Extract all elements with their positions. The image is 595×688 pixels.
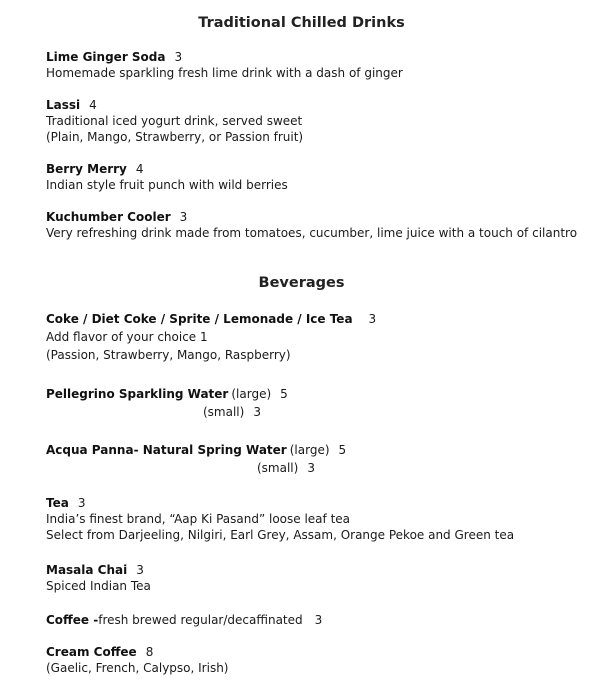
- item-name: Coke / Diet Coke / Sprite / Lemonade / Ice Tea: [46, 312, 353, 326]
- item-price: 4: [135, 162, 144, 176]
- menu-item-pellegrino: [46, 386, 586, 426]
- section-title-chilled-drinks: Traditional Chilled Drinks: [198, 15, 405, 31]
- item-description: India’s finest brand, “Aap Ki Pasand” loose leaf tea: [46, 512, 351, 526]
- item-name: Cream Coffee: [46, 645, 137, 659]
- menu-item-acqua-panna: [46, 442, 586, 482]
- item-name: Coffee -: [46, 613, 99, 627]
- item-name: Pellegrino Sparkling Water: [46, 387, 229, 401]
- item-price: 3: [174, 50, 183, 64]
- item-addon: Add flavor of your choice 1: [46, 330, 208, 344]
- section-title-beverages: Beverages: [258, 275, 345, 291]
- item-description: Indian style fruit punch with wild berries: [46, 178, 288, 192]
- item-price-small: 3: [253, 405, 261, 419]
- item-name: Masala Chai: [46, 563, 128, 577]
- item-price-large: 5: [280, 387, 288, 401]
- item-size-large: (large): [289, 443, 330, 457]
- item-name: Kuchumber Cooler: [46, 210, 171, 224]
- menu-item-kuchumber-cooler: [46, 209, 586, 241]
- item-options: Select from Darjeeling, Nilgiri, Earl Grey, Assam, Orange Pekoe and Green tea: [46, 528, 515, 542]
- item-options: (Passion, Strawberry, Mango, Raspberry): [46, 348, 291, 362]
- item-price: 3: [77, 496, 86, 510]
- menu-item-masala-chai: [46, 562, 586, 594]
- menu-item-tea: [46, 495, 586, 543]
- item-price: 3: [179, 210, 188, 224]
- item-name: Tea: [46, 496, 69, 510]
- item-size-small: (small): [203, 405, 245, 419]
- item-price: 8: [145, 645, 154, 659]
- menu-item-cream-coffee: [46, 644, 586, 676]
- item-name: Berry Merry: [46, 162, 127, 176]
- item-size-small: (small): [257, 461, 299, 475]
- item-name: Lassi: [46, 98, 81, 112]
- item-name: Acqua Panna- Natural Spring Water: [46, 443, 287, 457]
- item-description: Homemade sparkling fresh lime drink with a dash of ginger: [46, 66, 403, 80]
- item-options: (Gaelic, French, Calypso, Irish): [46, 661, 229, 675]
- item-name: Lime Ginger Soda: [46, 50, 166, 64]
- menu-item-soft-drinks: [46, 311, 586, 363]
- item-price: 3: [314, 613, 323, 627]
- menu-item-lassi: [46, 97, 586, 145]
- item-size-large: (large): [231, 387, 272, 401]
- item-price-small: 3: [307, 461, 315, 475]
- item-price: 3: [368, 312, 377, 326]
- item-price-large: 5: [338, 443, 347, 457]
- menu-item-coffee: [46, 612, 586, 628]
- item-price: 3: [136, 563, 144, 577]
- item-description: Very refreshing drink made from tomatoes, cucumber, lime juice with a touch of cilantro: [46, 226, 578, 240]
- menu-item-lime-ginger-soda: [46, 49, 586, 81]
- item-price: 4: [89, 98, 97, 112]
- item-description: fresh brewed regular/decaffinated: [98, 613, 303, 627]
- item-options: (Plain, Mango, Strawberry, or Passion fruit): [46, 130, 304, 144]
- item-description: Traditional iced yogurt drink, served sweet: [46, 114, 303, 128]
- item-description: Spiced Indian Tea: [46, 579, 151, 593]
- menu-item-berry-merry: [46, 161, 586, 193]
